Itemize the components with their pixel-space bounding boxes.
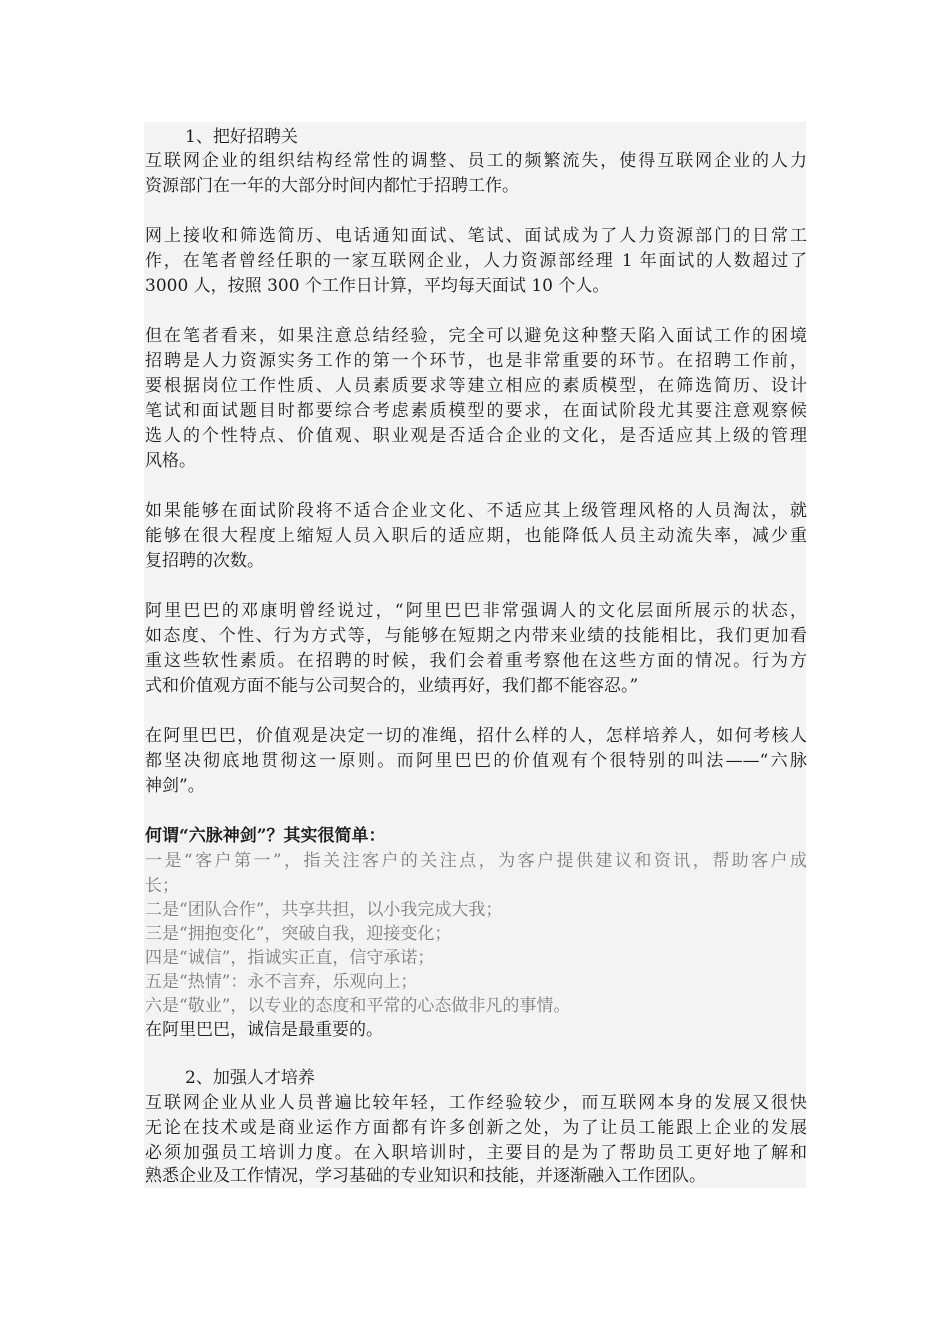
value-item-1-line-1: 一是“客户第一”，指关注客户的关注点，为客户提供建议和资讯，帮助客户成 (145, 851, 807, 871)
s1-p4-line-3: 复招聘的次数。 (145, 551, 264, 571)
s1-p4-line-1: 如果能够在面试阶段将不适合企业文化、不适应其上级管理风格的人员淘汰，就 (145, 501, 807, 521)
s2-p1-line-2: 无论在技术或是商业运作方面都有许多创新之处，为了让员工能跟上企业的发展 (145, 1118, 807, 1138)
s1-p1-line-2: 资源部门在一年的大部分时间内都忙于招聘工作。 (145, 176, 519, 196)
s2-p1-line-3: 必须加强员工培训力度。在入职培训时，主要目的是为了帮助员工更好地了解和 (145, 1143, 807, 1163)
section-1-heading: 1、把好招聘关 (185, 127, 298, 147)
s1-closing-line: 在阿里巴巴，诚信是最重要的。 (145, 1020, 383, 1040)
s1-p5-line-2: 如态度、个性、行为方式等，与能够在短期之内带来业绩的技能相比，我们更加看 (145, 626, 807, 646)
section-2-heading: 2、加强人才培养 (185, 1068, 315, 1088)
s2-p1-line-1: 互联网企业从业人员普遍比较年轻，工作经验较少，而互联网本身的发展又很快 (145, 1093, 807, 1113)
s1-p3-line-5: 选人的个性特点、价值观、职业观是否适合企业的文化，是否适应其上级的管理 (145, 426, 807, 446)
s1-p2-line-2: 作，在笔者曾经任职的一家互联网企业，人力资源部经理 1 年面试的人数超过了 (145, 251, 807, 271)
value-item-5: 五是“热情”：永不言弃，乐观向上； (145, 972, 418, 992)
s1-p3-line-2: 招聘是人力资源实务工作的第一个环节，也是非常重要的环节。在招聘工作前， (145, 351, 807, 371)
value-item-3: 三是“拥抱变化”，突破自我，迎接变化； (145, 924, 452, 944)
value-item-6: 六是“敬业”，以专业的态度和平常的心态做非凡的事情。 (145, 996, 571, 1016)
s2-p1-line-4: 熟悉企业及工作情况，学习基础的专业知识和技能，并逐渐融入工作团队。 (145, 1166, 706, 1186)
s1-p3-line-6: 风格。 (145, 451, 196, 471)
s1-p2-line-1: 网上接收和筛选简历、电话通知面试、笔试、面试成为了人力资源部门的日常工 (145, 226, 807, 246)
s1-p2-line-3: 3000 人，按照 300 个工作日计算，平均每天面试 10 个人。 (145, 276, 610, 296)
value-item-1-line-2: 长； (145, 876, 179, 896)
s1-p5-line-1: 阿里巴巴的邓康明曾经说过，“阿里巴巴非常强调人的文化层面所展示的状态， (145, 601, 807, 621)
s1-p6-line-2: 都坚决彻底地贯彻这一原则。而阿里巴巴的价值观有个很特别的叫法——“六脉 (145, 751, 807, 771)
s1-p3-line-1: 但在笔者看来，如果注意总结经验，完全可以避免这种整天陷入面试工作的困境 (145, 326, 807, 346)
s1-p3-line-3: 要根据岗位工作性质、人员素质要求等建立相应的素质模型，在筛选简历、设计 (145, 376, 807, 396)
six-values-question: 何谓“六脉神剑”？其实很简单： (145, 826, 386, 846)
s1-p6-line-3: 神剑”。 (145, 776, 205, 796)
s1-p1-line-1: 互联网企业的组织结构经常性的调整、员工的频繁流失，使得互联网企业的人力 (145, 151, 807, 171)
s1-p5-line-4: 式和价值观方面不能与公司契合的，业绩再好，我们都不能容忍。” (145, 676, 639, 696)
s1-p3-line-4: 笔试和面试题目时都要综合考虑素质模型的要求，在面试阶段尤其要注意观察候 (145, 401, 807, 421)
s1-p6-line-1: 在阿里巴巴，价值观是决定一切的准绳，招什么样的人，怎样培养人，如何考核人 (145, 726, 807, 746)
s1-p5-line-3: 重这些软性素质。在招聘的时候，我们会着重考察他在这些方面的情况。行为方 (145, 651, 807, 671)
value-item-4: 四是“诚信”，指诚实正直，信守承诺； (145, 948, 435, 968)
s1-p4-line-2: 能够在很大程度上缩短人员入职后的适应期，也能降低人员主动流失率，减少重 (145, 526, 807, 546)
value-item-2: 二是“团队合作”，共享共担，以小我完成大我； (145, 900, 503, 920)
